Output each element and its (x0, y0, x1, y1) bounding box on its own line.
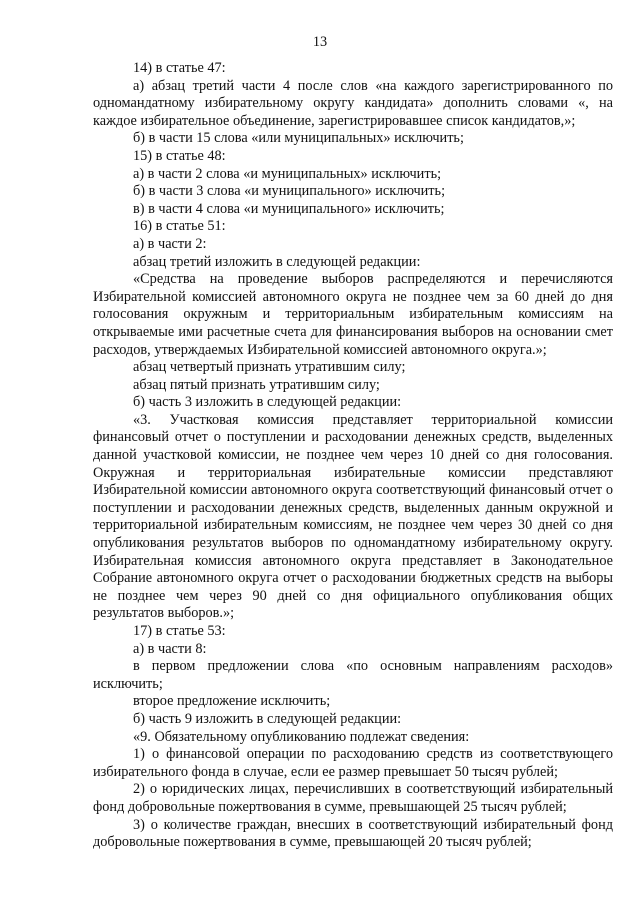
paragraph: б) в части 3 слова «и муниципального» исключить; (133, 183, 446, 200)
paragraph: 16) в статье 51: (133, 218, 226, 235)
paragraph: «9. Обязательному опубликованию подлежат сведения: (133, 728, 470, 745)
paragraph: а) в части 2 слова «и муниципальных» исключить; (133, 165, 442, 182)
paragraph: второе предложение исключить; (133, 693, 331, 710)
page-number: 13 (312, 34, 328, 50)
paragraph: абзац пятый признать утратившим силу; (133, 376, 380, 393)
paragraph: «3. Участковая комиссия представляет территориальной комиссии финансовый отчет о поступлении и расходовании денежных средств, выделенных данной участковой комиссии, не позднее чем через 10 дней со дня голосования. Окружная и территориальная избирательные комиссии представляют Избирательной комиссии автономного округа соответствующий финансовый отчет о поступлении и расходовании денежных средств, выделенных данным окружной и территориальной избирательным комиссиям, не позднее чем через 30 дней со дня опубликования результатов выборов по одномандатному избирательному округу. Избирательная комиссия автономного округа представляет в Законодательное Собрание автономного округа отчет о расходовании бюджетных средств на выборы не позднее чем через 90 дней со дня официального опубликования общих результатов выборов.»; (93, 411, 613, 622)
paragraph: б) часть 3 изложить в следующей редакции: (133, 394, 402, 411)
document-body (93, 60, 613, 852)
paragraph: абзац четвертый признать утратившим силу; (133, 359, 406, 376)
paragraph: 2) о юридических лицах, перечисливших в соответствующий избирательный фонд добровольные пожертвования в сумме, превышающей 25 тысяч рублей; (93, 781, 613, 815)
paragraph: а) абзац третий части 4 после слов «на каждого зарегистрированного по одномандатному избирательному округу кандидата» дополнить словами «, на каждое избирательное объединение, зарегистрировавшее список кандидатов,»; (93, 77, 613, 129)
paragraph: 15) в статье 48: (133, 147, 226, 164)
paragraph: 14) в статье 47: (133, 60, 226, 76)
paragraph: б) часть 9 изложить в следующей редакции: (133, 710, 402, 727)
paragraph: 3) о количестве граждан, внесших в соответствующий избирательный фонд добровольные пожертвования в сумме, превышающей 20 тысяч рублей; (93, 816, 613, 851)
paragraph: 17) в статье 53: (133, 623, 226, 639)
paragraph: в) в части 4 слова «и муниципального» исключить; (133, 200, 445, 217)
paragraph: «Средства на проведение выборов распределяются и перечисляются Избирательной комиссией автономного округа не позднее чем за 60 дней до дня голосования окружным и территориальным избирательным комиссиям на открываемые ими расчетные счета для финансирования выборов на основании смет расходов, утверждаемых Избирательной комиссией автономного округа.»; (93, 271, 613, 358)
paragraph: 1) о финансовой операции по расходованию средств из соответствующего избирательного фонда в случае, если ее размер превышает 50 тысяч рублей; (93, 746, 613, 780)
paragraph: а) в части 2: (133, 235, 207, 252)
paragraph: в первом предложении слова «по основным направлениям расходов» исключить; (93, 658, 613, 692)
paragraph: б) в части 15 слова «или муниципальных» исключить; (133, 130, 464, 147)
paragraph: абзац третий изложить в следующей редакции: (133, 253, 421, 270)
paragraph: а) в части 8: (133, 640, 207, 657)
